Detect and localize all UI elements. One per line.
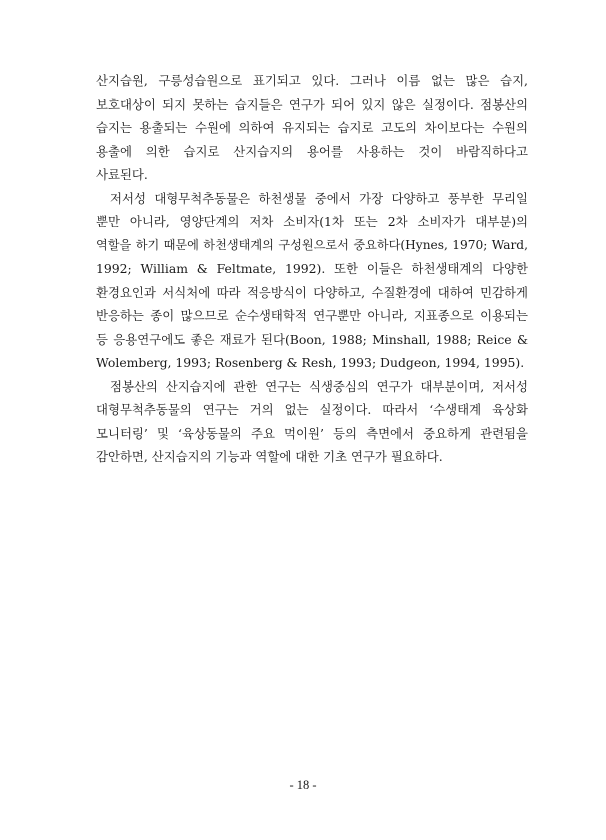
text-line: 역할을 하기 때문에 하천생태계의 구성원으로서 중요하다(Hynes, 1970; Ward, — [96, 237, 528, 252]
text-line: 등 응용연구에도 좋은 재료가 된다(Boon, 1988; Minshall, 1988; Reice & — [96, 331, 528, 347]
text-line: 환경요인과 서식처에 따라 적응방식이 다양하고, 수질환경에 대하여 민감하게 — [96, 284, 528, 300]
text-line: 대형무척추동물의 연구는 거의 없는 실정이다. 따라서 ‘수생태계 육상화 — [96, 402, 528, 417]
paragraph-2 — [96, 187, 528, 375]
text-line: 뿐만 아니라, 영양단계의 저차 소비자(1차 또는 2차 소비자가 대부분)의 — [96, 214, 528, 229]
text-line: 반응하는 종이 많으므로 순수생태학적 연구뿐만 아니라, 지표종으로 이용되는 — [96, 308, 528, 323]
text-line: 감안하면, 산지습지의 기능과 역할에 대한 기초 연구가 필요하다. — [96, 449, 443, 464]
text-line: 용출에 의한 습지로 산지습지의 용어를 사용하는 것이 바람직하다고 — [96, 143, 528, 159]
text-line: 모니터링’ 및 ‘육상동물의 주요 먹이원’ 등의 측면에서 중요하게 관련됨을 — [96, 425, 528, 441]
text-line: 점봉산의 산지습지에 관한 연구는 식생중심의 연구가 대부분이며, 저서성 — [110, 378, 528, 394]
text-line: 습지는 용출되는 수원에 의하여 유지되는 습지로 고도의 차이보다는 수원의 — [96, 120, 528, 135]
page-number: - 18 - — [289, 778, 317, 792]
paragraph-1 — [96, 69, 528, 187]
text-line: 보호대상이 되지 못하는 습지들은 연구가 되어 있지 않은 실정이다. 점봉산의 — [96, 96, 528, 112]
text-line: 저서성 대형무척추동물은 하천생물 중에서 가장 다양하고 풍부한 무리일 — [110, 190, 528, 206]
body-text — [96, 69, 528, 469]
paragraph-3 — [96, 375, 528, 469]
text-line: Wolemberg, 1993; Rosenberg & Resh, 1993; Dudgeon, 1994, 1995). — [96, 355, 525, 370]
text-line: 1992; William & Feltmate, 1992). 또한 이들은 하천생태계의 다양한 — [96, 261, 528, 276]
text-line: 산지습원, 구릉성습원으로 표기되고 있다. 그러나 이름 없는 많은 습지, — [96, 73, 528, 88]
text-line: 사료된다. — [96, 167, 148, 182]
